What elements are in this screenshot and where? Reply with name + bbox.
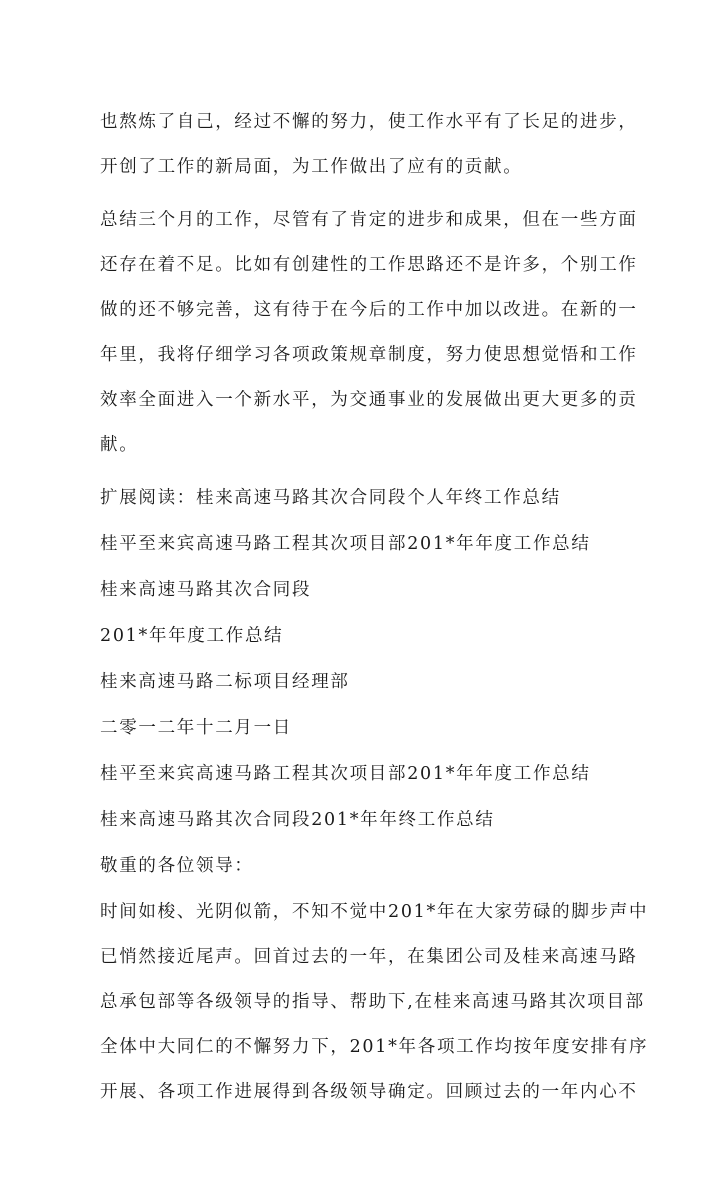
paragraph-line: 已悄然接近尾声。回首过去的一年，在集团公司及桂来高速马路 [100,947,638,967]
paragraph-2 [100,198,638,468]
title-line-1: 桂平至来宾高速马路工程其次项目部201*年年度工作总结 [100,534,591,554]
greeting-line: 敬重的各位领导： [100,856,254,876]
paragraph-line: 全体中大同仁的不懈努力下，201*年各项工作均按年度安排有序 [100,1037,649,1057]
paragraph-line: 总结三个月的工作，尽管有了肯定的进步和成果，但在一些方面 [100,210,638,230]
paragraph-line: 年里，我将仔细学习各项政策规章制度，努力使思想觉悟和工作 [100,345,638,365]
title-line-5: 桂来高速马路其次合同段201*年年终工作总结 [100,810,495,830]
department-line: 桂来高速马路二标项目经理部 [100,672,350,692]
document-page [100,100,649,1123]
date-line: 二零一二年十二月一日 [100,718,292,738]
paragraph-line: 开创了工作的新局面，为工作做出了应有的贡献。 [100,157,523,177]
paragraph-line: 也熬炼了自己，经过不懈的努力，使工作水平有了长足的进步， [100,112,638,132]
paragraph-line: 还存在着不足。比如有创建性的工作思路还不是许多，个别工作 [100,255,638,275]
paragraph-line: 总承包部等各级领导的指导、帮助下,在桂来高速马路其次项目部 [100,992,645,1012]
paragraph-line: 效率全面进入一个新水平，为交通事业的发展做出更大更多的贡 [100,390,638,410]
paragraph-3 [100,890,649,1115]
paragraph-line: 开展、各项工作进展得到各级领导确定。回顾过去的一年内心不 [100,1082,638,1102]
paragraph-1 [100,100,638,190]
extended-reading-line: 扩展阅读：桂来高速马路其次合同段个人年终工作总结 [100,488,561,508]
paragraph-line: 做的还不够完善，这有待于在今后的工作中加以改进。在新的一 [100,300,638,320]
paragraph-line: 时间如梭、光阴似箭，不知不觉中201*年在大家劳碌的脚步声中 [100,902,649,922]
title-line-3: 201*年年度工作总结 [100,626,284,646]
title-line-4: 桂平至来宾高速马路工程其次项目部201*年年度工作总结 [100,764,591,784]
paragraph-line: 献。 [100,435,139,455]
title-line-2: 桂来高速马路其次合同段 [100,580,312,600]
